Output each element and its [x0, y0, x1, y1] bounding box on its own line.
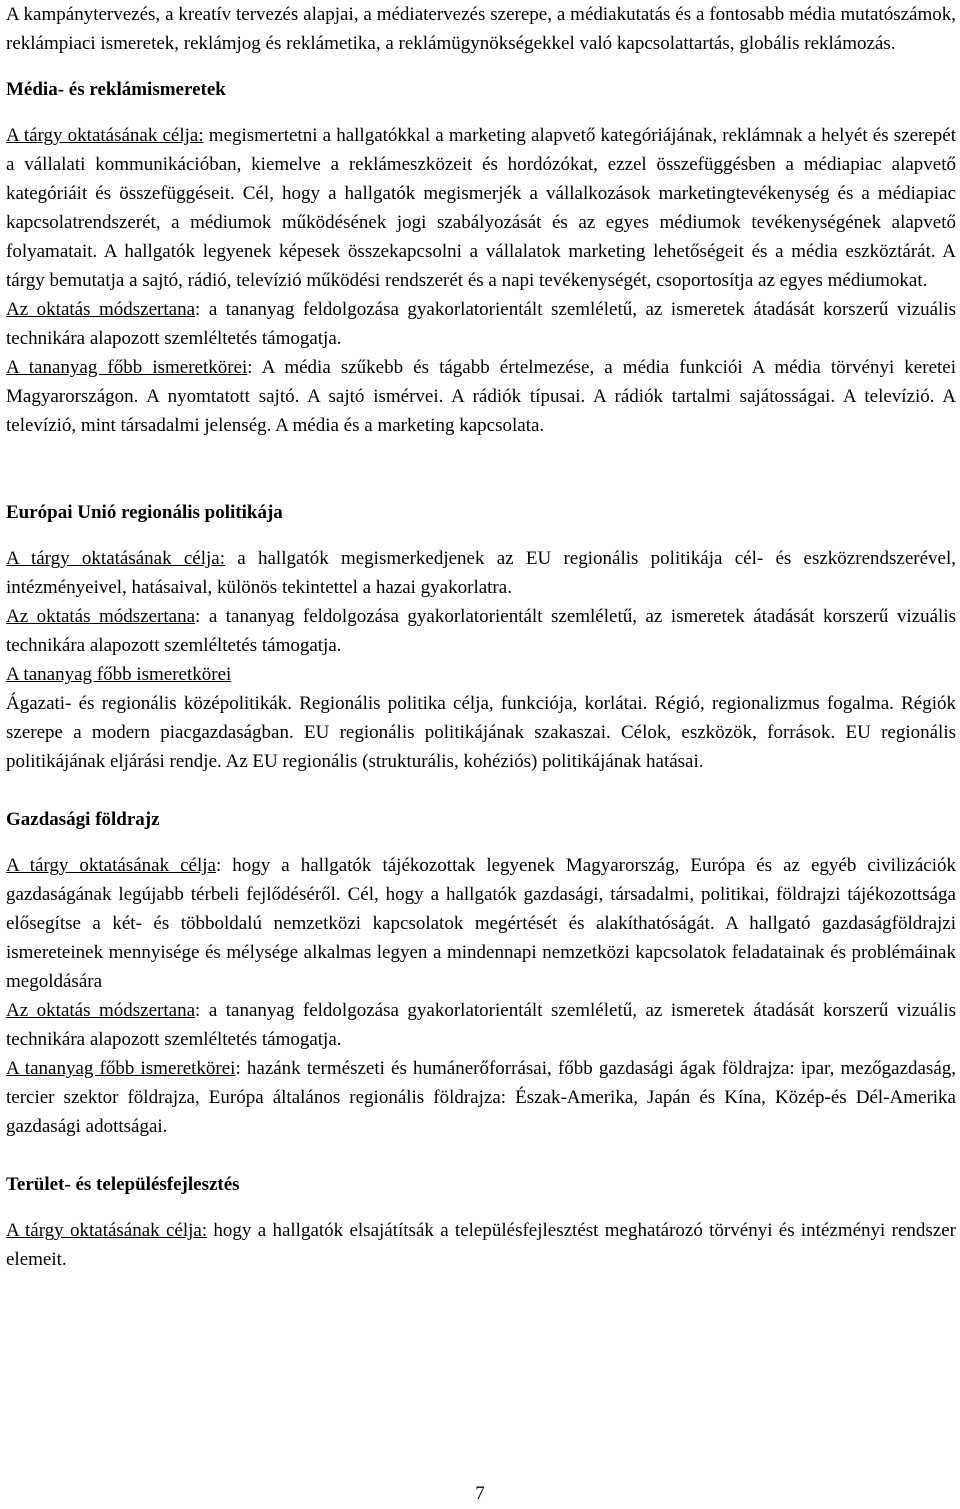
- section-eu-regional: [6, 498, 956, 776]
- method-text: : a tananyag feldolgozása gyakorlatorientált szemléletű, az ismeretek átadását korszerű vizuális technikára alapozott szemléltetés támogatja.: [6, 1000, 956, 1050]
- method-label: Az oktatás módszertana: [6, 1000, 196, 1021]
- method-label: Az oktatás módszertana: [6, 606, 196, 627]
- method-text: : a tananyag feldolgozása gyakorlatorientált szemléletű, az ismeretek átadását korszerű vizuális technikára alapozott szemléltetés támogatja.: [6, 299, 956, 349]
- topics-paragraph: [6, 353, 956, 440]
- topics-paragraph: [6, 1054, 956, 1141]
- method-text: : a tananyag feldolgozása gyakorlatorientált szemléletű, az ismeretek átadását korszerű vizuális technikára alapozott szemléltetés támogatja.: [6, 606, 956, 656]
- goal-paragraph: [6, 851, 956, 996]
- section-title: Gazdasági földrajz: [6, 809, 160, 830]
- goal-paragraph: [6, 121, 956, 295]
- topics-paragraph: Ágazati- és regionális középolitikák. Regionális politika célja, funkciója, korlátai. Régió, regionalizmus fogalma. Régiók szerepe a modern piacgazdaságban. EU regionális politikájának szakaszai. Célok, eszközök, források. EU regionális politikájának eljárási rendje. Az EU regionális (strukturális, kohéziós) politikájának hatásai.: [6, 693, 956, 772]
- goal-text: a hallgatók megismerkedjenek az EU regionális politikája cél- és eszközrendszerével, intézményeivel, hatásaival, különös tekintettel a hazai gyakorlatra.: [6, 548, 956, 598]
- goal-label: A tárgy oktatásának célja:: [6, 548, 226, 569]
- section-media: [6, 75, 956, 440]
- section-title: Média- és reklámismeretek: [6, 79, 226, 100]
- page-number: 7: [475, 1483, 485, 1504]
- topics-label: A tananyag főbb ismeretkörei: [6, 1058, 236, 1079]
- method-label: Az oktatás módszertana: [6, 299, 196, 320]
- topics-label: A tananyag főbb ismeretkörei: [6, 664, 232, 685]
- method-paragraph: [6, 996, 956, 1054]
- topics-heading: [6, 660, 956, 689]
- method-paragraph: [6, 602, 956, 660]
- goal-label: A tárgy oktatásának célja:: [6, 125, 204, 146]
- goal-text: hogy a hallgatók elsajátítsák a településfejlesztést meghatározó törvényi és intézményi rendszer elemeit.: [6, 1220, 956, 1270]
- goal-label: A tárgy oktatásának célja:: [6, 1220, 208, 1241]
- topics-text: : A média szűkebb és tágabb értelmezése, a média funkciói A média törvényi keretei Magyarországon. A nyomtatott sajtó. A sajtó ismérvei. A rádiók típusai. A rádiók tartalmi sajátosságai. A televízió. A televízió, mint társadalmi jelenség. A média és a marketing kapcsolata.: [6, 357, 956, 436]
- goal-text: megismertetni a hallgatókkal a marketing alapvető kategóriájának, reklámnak a helyét és szerepét a vállalati kommunikációban, kiemelve a reklámeszközeit és hordózókat, ezzel összefüggésben a médiapiac alapvető kategóriáit és összefüggéseit. Cél, hogy a hallgatók megismerjék a vállalkozások marketingtevékenység és a médiapiac kapcsolatrendszerét, a médiumok működésének jogi szabályozását és az egyes médiumok tevékenységének alapvető folyamatait. A hallgatók legyenek képesek összekapcsolni a vállalatok marketing lehetőségeit és a média eszköztárát. A tárgy bemutatja a sajtó, rádió, televízió működési rendszerét és a napi tevékenységét, csoportosítja az egyes médiumokat.: [6, 125, 956, 291]
- topics-text: : hazánk természeti és humánerőforrásai, főbb gazdasági ágak földrajza: ipar, mezőgazdaság, tercier szektor földrajza, Európa általános regionális földrajza: Észak-Amerika, Japán és Kína, Közép-és Dél-Amerika gazdasági adottságai.: [6, 1058, 957, 1137]
- goal-label: A tárgy oktatásának célja: [6, 855, 216, 876]
- section-regional-development: [6, 1170, 956, 1274]
- section-title: Terület- és településfejlesztés: [6, 1174, 240, 1195]
- intro-paragraph: A kampánytervezés, a kreatív tervezés alapjai, a médiatervezés szerepe, a médiakutatás és a fontosabb média mutatószámok, reklámpiaci ismeretek, reklámjog és reklámetika, a reklámügynökségekkel való kapcsolattartás, globális reklámozás.: [6, 4, 956, 54]
- section-economic-geography: [6, 805, 956, 1141]
- goal-text: : hogy a hallgatók tájékozottak legyenek Magyarország, Európa és az egyéb civilizációk gazdaságának legújabb térbeli fejlődéséről. Cél, hogy a hallgatók gazdasági, társadalmi, politikai, földrajzi tájékozottsága elősegítse a két- és többoldalú nemzetközi kapcsolatok megértését és alakíthatóságát. A hallgató gazdaságföldrajzi ismereteinek mennyisége és mélysége alkalmas legyen a mindennapi nemzetközi kapcsolatok feladatainak és problémáinak megoldására: [6, 855, 956, 992]
- method-paragraph: [6, 295, 956, 353]
- goal-paragraph: [6, 544, 956, 602]
- document-page: [6, 0, 956, 1274]
- topics-label: A tananyag főbb ismeretkörei: [6, 357, 248, 378]
- goal-paragraph: [6, 1216, 956, 1274]
- section-title: Európai Unió regionális politikája: [6, 502, 283, 523]
